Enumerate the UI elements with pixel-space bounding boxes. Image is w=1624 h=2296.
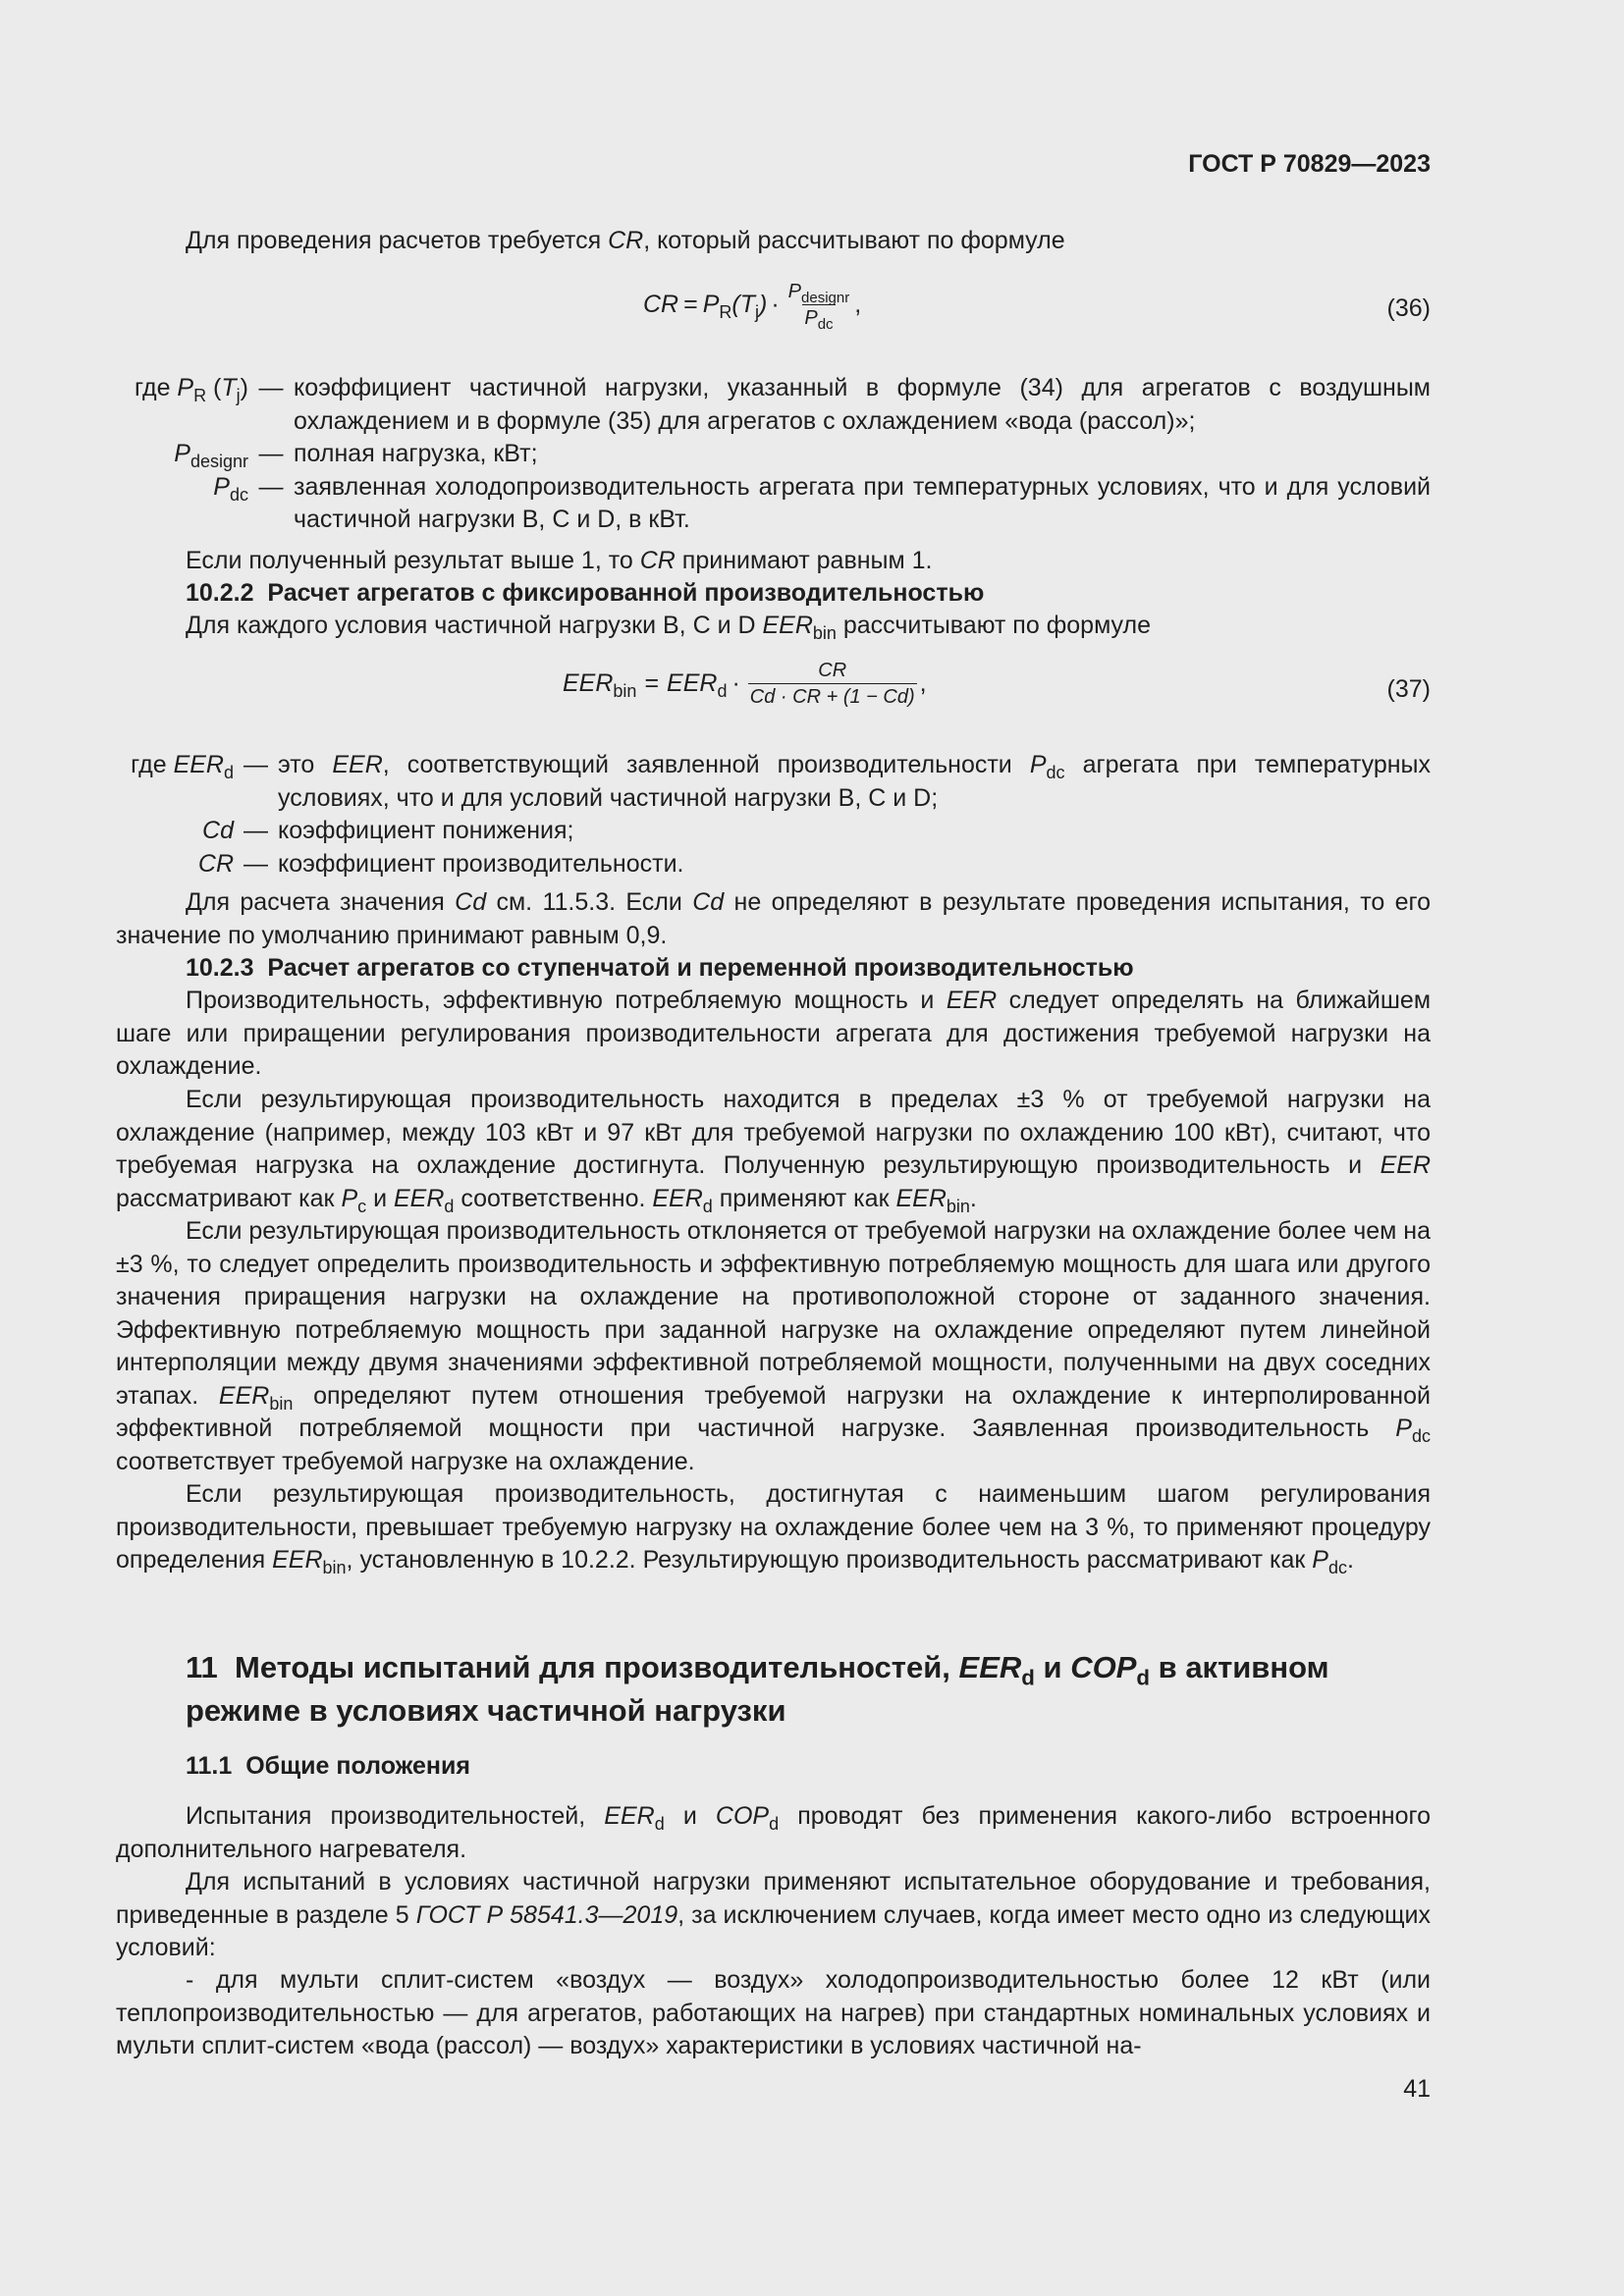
where-label: CR	[197, 849, 234, 878]
where-row	[116, 749, 1431, 815]
formula37-fraction	[748, 658, 917, 710]
formula36-mult: ·	[771, 291, 780, 318]
where-row	[116, 471, 1431, 537]
paragraph-10-2-3-d: Если результирующая производительность, достигнутая с наименьшим шагом регулирования производительности, превышает требуемую нагрузку на охлаждение более чем на 3 %, то применяют процедуру определения $EER_{bin}$, установленную в 10.2.2. Результирующую производительность рассматривают как $P_{dc}$.	[116, 1480, 1431, 1578]
formula36-eq: =	[683, 291, 698, 318]
cr-limit-paragraph: Если полученный результат выше 1, то CR принимают равным 1.	[186, 547, 933, 574]
where-dash: —	[244, 751, 268, 778]
formula37-mult: ·	[731, 669, 740, 697]
formula36-numerator: $P_{designr}$	[787, 281, 850, 307]
where-label: $P_{designr}$	[174, 440, 248, 472]
where-definition: коэффициент понижения;	[278, 817, 574, 844]
where-definition: это EER, соответствующий заявленной производительности $P_{dc}$ агрегата при температурных условиях, что и для условий частичной нагрузки В, С и D;	[278, 751, 1431, 812]
paragraph-11-1-a: Испытания производительностей, $EER_d$ и $COP_d$ проводят без применения какого-либо встроенного дополнительного нагревателя.	[116, 1802, 1431, 1863]
paragraph-10-2-2: Для каждого условия частичной нагрузки В, С и D $EER_{bin}$ рассчитывают по формуле	[186, 612, 1151, 644]
formula36-pr: $P_R(T_j)$	[702, 291, 768, 323]
heading-11-1: 11.1 Общие положения	[186, 1752, 470, 1780]
where-row	[116, 372, 1431, 438]
where-label: Cd	[202, 817, 234, 844]
formula-37	[563, 658, 927, 710]
paragraph-11-1-b: Для испытаний в условиях частичной нагрузки применяют испытательное оборудование и требования, приведенные в разделе 5 ГОСТ Р 58541.3—2019, за исключением случаев, когда имеет место одно из следующих условий:	[116, 1868, 1431, 1961]
where-list-36	[116, 372, 1431, 537]
where-dash: —	[258, 440, 284, 467]
page-number: 41	[1403, 2075, 1431, 2103]
where-label: где $EER_d$	[131, 751, 234, 783]
where-dash: —	[258, 472, 284, 501]
formula36-tail: ,	[854, 291, 862, 318]
paragraph-10-2-3-a: Производительность, эффективную потребляемую мощность и EER следует определять на ближайшем шаге или приращении регулирования производительности агрегата для достижения требуемой нагрузки на охлаждение.	[116, 987, 1432, 1080]
where-definition: коэффициент производительности.	[278, 849, 684, 878]
where-row	[116, 815, 1431, 848]
formula36-lhs: CR	[643, 291, 679, 318]
where-row	[116, 438, 1431, 471]
where-label: где $P_R$ $(T_j)$	[134, 374, 248, 406]
formula37-tail: ,	[919, 669, 927, 697]
standard-designation: ГОСТ Р 70829—2023	[1188, 150, 1431, 178]
equation-number-36: (36)	[1386, 294, 1431, 322]
heading-10-2-3: 10.2.3 Расчет агрегатов со ступенчатой и переменной производительностью	[186, 954, 1134, 982]
where-label: $P_{dc}$	[213, 472, 248, 505]
where-definition: коэффициент частичной нагрузки, указанный в формуле (34) для агрегатов с воздушным охлаждением и в формуле (35) для агрегатов с охлаждением «вода (рассол)»;	[294, 374, 1431, 435]
cd-paragraph: Для расчета значения Cd см. 11.5.3. Если Cd не определяют в результате проведения испытания, то его значение по умолчанию принимают равным 0,9.	[116, 888, 1432, 949]
where-row	[116, 848, 1431, 881]
paragraph-11-1-c: - для мульти сплит-систем «воздух — воздух» холодопроизводительностью более 12 кВт (или теплопроизводительностью — для агрегатов, работающих на нагрев) при стандартных номинальных условиях и мульти сплит-систем «вода (рассол) — воздух» характеристики в условиях частичной на-	[116, 1966, 1431, 2059]
formula36-denominator: $P_{dc}$	[802, 304, 835, 331]
formula-36	[643, 279, 862, 334]
where-dash: —	[258, 374, 284, 401]
where-definition: заявленная холодопроизводительность агрегата при температурных условиях, что и для условий частичной нагрузки В, С и D, в кВт.	[294, 472, 1431, 533]
where-dash: —	[244, 849, 268, 878]
paragraph-10-2-3-b: Если результирующая производительность находится в пределах ±3 % от требуемой нагрузки на охлаждение (например, между 103 кВт и 97 кВт для требуемой нагрузки по охлаждению 100 кВт), считают, что требуемая нагрузка на охлаждение достигнута. Полученную результирующую производительность и EER рассматривают как $P_c$ и $EER_d$ соответственно. $EER_d$ применяют как $EER_{bin}$.	[116, 1086, 1431, 1216]
formula37-denominator: Cd · CR + (1 − Cd)	[748, 683, 917, 710]
where-list-37	[116, 749, 1431, 881]
intro-paragraph: Для проведения расчетов требуется CR, который рассчитывают по формуле	[186, 227, 1065, 254]
heading-10-2-2: 10.2.2 Расчет агрегатов с фиксированной производительностью	[186, 579, 985, 607]
formula36-fraction	[786, 279, 852, 334]
formula37-lhs: $EER_{bin}$	[563, 669, 637, 702]
formula37-rhs: $EER_d$	[667, 669, 728, 702]
formula37-numerator: CR	[818, 660, 847, 681]
formula37-eq: =	[644, 669, 660, 697]
equation-number-37: (37)	[1386, 675, 1431, 703]
where-definition: полная нагрузка, кВт;	[294, 440, 538, 467]
paragraph-10-2-3-c: Если результирующая производительность отклоняется от требуемой нагрузки на охлаждение более чем на ±3 %, то следует определить производительность и эффективную потребляемую мощность для шага или другого значения приращения нагрузки на охлаждение на противоположной стороне от заданного значения. Эффективную потребляемую мощность при заданной нагрузке на охлаждение определяют путем линейной интерполяции между двумя значениями эффективной потребляемой мощности, полученными на двух соседних этапах. $EER_{bin}$ определяют путем отношения требуемой нагрузки на охлаждение к интерполированной эффективной потребляемой мощности при частичной нагрузке. Заявленная производительность $P_{dc}$ соответствует требуемой нагрузке на охлаждение.	[116, 1217, 1431, 1475]
where-dash: —	[244, 817, 268, 844]
heading-11: 11 Методы испытаний для производительностей, $EER_d$ и $COP_d$ в активном режиме в условиях частичной нагрузки	[186, 1650, 1329, 1728]
